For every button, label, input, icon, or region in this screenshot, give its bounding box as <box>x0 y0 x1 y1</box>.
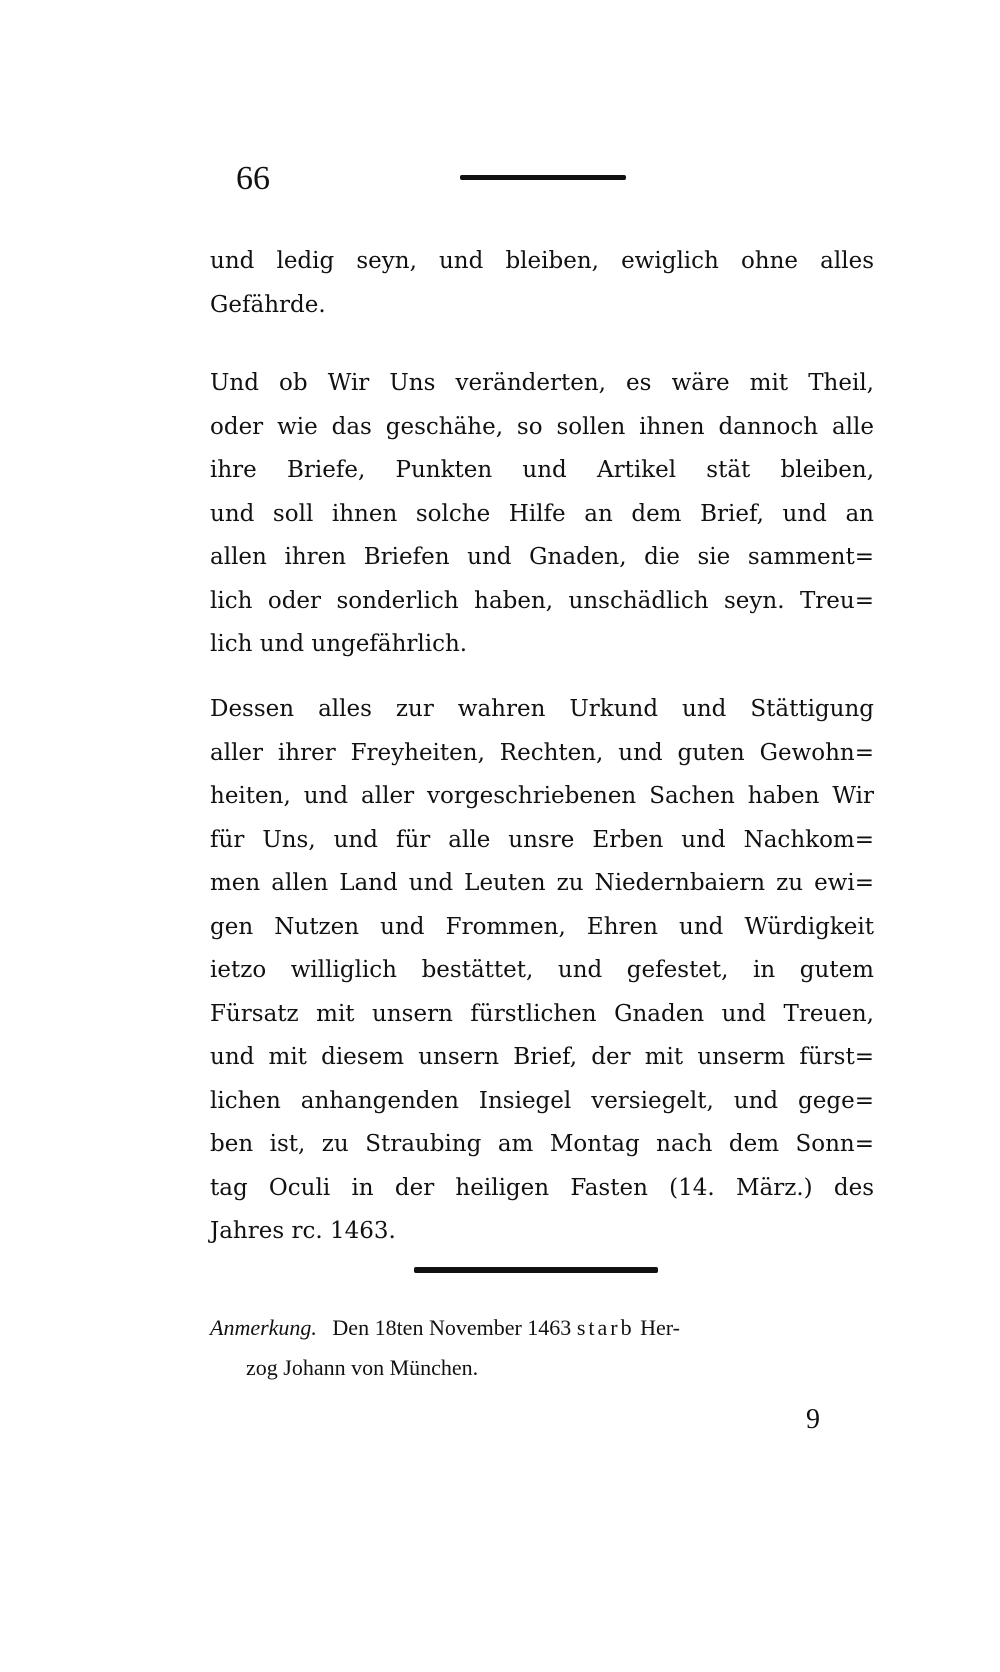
text-line: Dessen alles zur wahren Urkund und Stättigung <box>210 696 874 722</box>
text-line: tag Oculi in der heiligen Fasten (14. März.) des <box>210 1174 874 1201</box>
signature-mark: 9 <box>806 1404 820 1435</box>
page-number: 66 <box>236 160 270 197</box>
footnote-line-1 <box>210 1308 874 1348</box>
footnote-text: Den 18ten November 1463 <box>332 1315 572 1340</box>
section-end-rule <box>414 1267 658 1273</box>
footnote-text-end: Her- <box>640 1315 680 1340</box>
text-line: Fürsatz mit unsern fürstlichen Gnaden und Treuen, <box>210 1000 874 1027</box>
text-line: ihre Briefe, Punkten und Artikel stät bleiben, <box>210 457 874 483</box>
text-line: Jahres rc. 1463. <box>210 1218 396 1244</box>
footnote <box>210 1308 874 1388</box>
text-line: oder wie das geschähe, so sollen ihnen dannoch alle <box>210 413 874 440</box>
text-line: lich oder sonderlich haben, unschädlich seyn. Treu= <box>210 587 874 614</box>
text-line: Und ob Wir Uns veränderten, es wäre mit Theil, <box>210 370 874 396</box>
text-line: und mit diesem unsern Brief, der mit unserm fürst= <box>210 1044 874 1070</box>
paragraph-2 <box>210 362 874 667</box>
text-line: men allen Land und Leuten zu Niedernbaiern zu ewi= <box>210 870 874 896</box>
paragraph-1 <box>210 240 874 327</box>
text-line: lich und ungefährlich. <box>210 631 468 657</box>
text-line: heiten, und aller vorgeschriebenen Sachen haben Wir <box>210 783 874 809</box>
footnote-label: Anmerkung. <box>210 1315 317 1340</box>
text-line: allen ihren Briefen und Gnaden, die sie samment= <box>210 544 874 570</box>
text-line: für Uns, und für alle unsre Erben und Nachkom= <box>210 826 874 853</box>
paragraph-3 <box>210 688 874 1254</box>
text-line: aller ihrer Freyheiten, Rechten, und guten Gewohn= <box>210 739 874 766</box>
text-line: und soll ihnen solche Hilfe an dem Brief, und an <box>210 500 874 527</box>
footnote-emphasis: starb <box>576 1315 635 1340</box>
text-line: ietzo williglich bestättet, und gefestet, in gutem <box>210 957 874 983</box>
text-line: lichen anhangenden Insiegel versiegelt, und gege= <box>210 1087 874 1114</box>
text-line: gen Nutzen und Frommen, Ehren und Würdigkeit <box>210 913 874 940</box>
text-line: Gefährde. <box>210 291 326 318</box>
footnote-line-2: zog Johann von München. <box>246 1355 479 1380</box>
text-line: und ledig seyn, und bleiben, ewiglich ohne alles <box>210 248 874 274</box>
header-rule <box>460 175 626 180</box>
text-line: ben ist, zu Straubing am Montag nach dem Sonn= <box>210 1131 874 1157</box>
